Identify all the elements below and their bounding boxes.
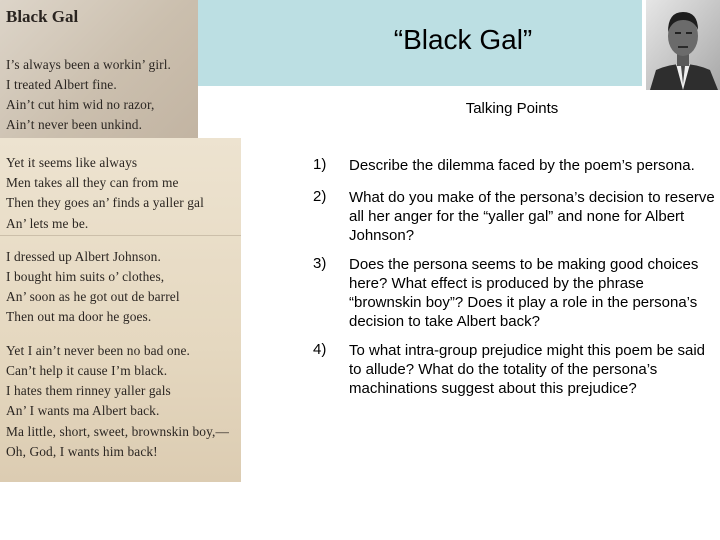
poem-line: I treated Albert fine. xyxy=(6,77,117,92)
slide-title: “Black Gal” xyxy=(393,24,533,55)
poem-line: An’ I wants ma Albert back. xyxy=(6,403,160,418)
poem-line: An’ soon as he got out de barrel xyxy=(6,289,180,304)
talking-point-number: 3) xyxy=(313,255,327,272)
poem-line: Then they goes an’ finds a yaller gal xyxy=(6,195,204,210)
scan-seam xyxy=(0,235,241,236)
talking-point-text: To what intra-group prejudice might this poem be said to allude? What do the totality of the persona’s machinations suggest about this prejudice? xyxy=(349,342,706,397)
poem-line: Then out ma door he goes. xyxy=(6,309,152,324)
poem-heading: Black Gal xyxy=(6,7,79,26)
poem-line: Oh, God, I wants him back! xyxy=(6,444,158,459)
poem-line: I bought him suits o’ clothes, xyxy=(6,269,165,284)
poem-line: An’ lets me be. xyxy=(6,216,89,231)
poem-line: Men takes all they can from me xyxy=(6,175,179,190)
talking-point-text: What do you make of the persona’s decision to reserve all her anger for the “yaller gal” and none for Albert Johnson? xyxy=(349,189,715,244)
poem-line: Ain’t never been unkind. xyxy=(6,117,143,132)
poem-line: Ain’t cut him wid no razor, xyxy=(6,97,155,112)
poem-line: I dressed up Albert Johnson. xyxy=(6,249,161,264)
poem-line: Can’t help it cause I’m black. xyxy=(6,363,168,378)
talking-point-text: Describe the dilemma faced by the poem’s persona. xyxy=(349,157,695,174)
poem-scan-bottom xyxy=(0,138,241,482)
talking-points-heading: Talking Points xyxy=(465,100,559,117)
poem-line: I’s always been a workin’ girl. xyxy=(6,57,171,72)
talking-point-number: 2) xyxy=(313,188,327,205)
portrait-photo xyxy=(646,0,720,90)
talking-point-number: 4) xyxy=(313,341,327,358)
talking-point-number: 1) xyxy=(313,156,327,173)
poem-line: Yet it seems like always xyxy=(6,155,138,170)
poem-line: I hates them rinney yaller gals xyxy=(6,383,171,398)
talking-point-text: Does the persona seems to be making good choices here? What effect is produced by the phrase “brownskin boy”? Does it play a role in the persona’s decision to take Albert back? xyxy=(349,256,699,330)
author-portrait xyxy=(646,0,720,90)
poem-line: Ma little, short, sweet, brownskin boy,— xyxy=(6,424,229,439)
poem-line: Yet I ain’t never been no bad one. xyxy=(6,343,191,358)
poem-scan-top xyxy=(0,0,198,140)
